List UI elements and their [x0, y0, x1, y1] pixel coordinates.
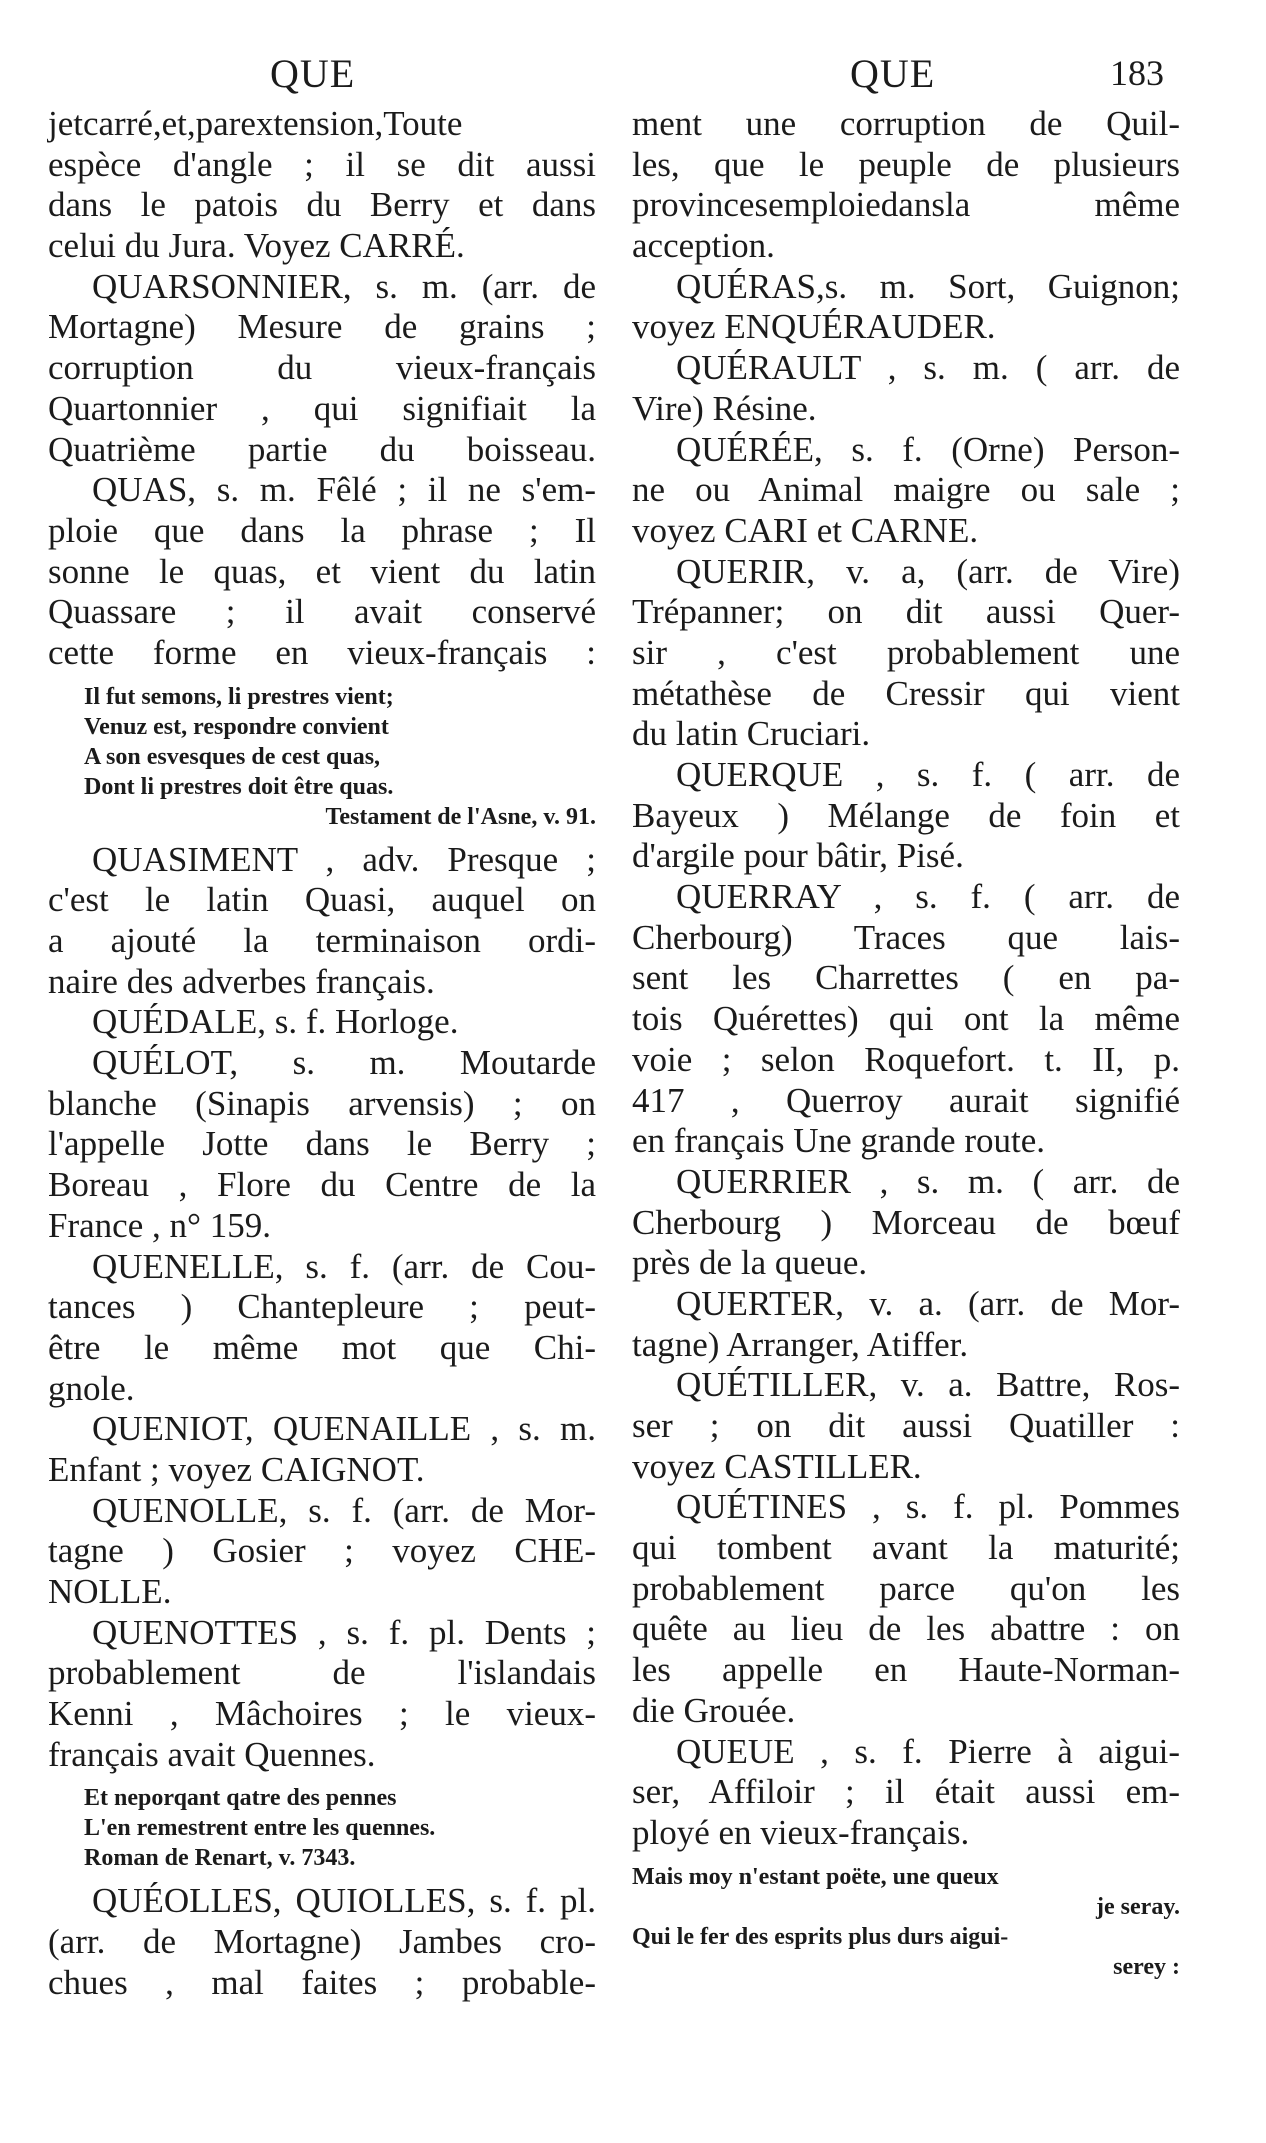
quotation-line: Il fut semons, li prestres vient; — [84, 683, 394, 710]
text-line: QUAS, s. m. Fêlé ; il ne s'em- — [92, 470, 596, 510]
left-column — [48, 104, 596, 2004]
text-line: Cherbourg) Traces que lais- — [632, 917, 1180, 957]
text-line: QUÉRAS,s. m. Sort, Guignon; — [676, 266, 1180, 306]
text-line: c'est le latin Quasi, auquel on — [48, 880, 596, 920]
text-line: QUÉRÉE, s. f. (Orne) Person- — [676, 429, 1180, 469]
text-line: QUERIR, v. a, (arr. de Vire) — [676, 551, 1180, 591]
quotation-line: Et neporqant qatre des pennes — [84, 1785, 397, 1812]
text-line: naire des adverbes français. — [48, 961, 435, 1001]
text-line: français avait Quennes. — [48, 1734, 376, 1774]
text-line: ne ou Animal maigre ou sale ; — [632, 470, 1180, 510]
text-line: les, que le peuple de plusieurs — [632, 144, 1180, 184]
text-line: Vire) Résine. — [632, 388, 817, 428]
text-line: les appelle en Haute-Norman- — [632, 1650, 1180, 1690]
text-line: QUARSONNIER, s. m. (arr. de — [92, 266, 596, 306]
text-line: acception. — [632, 226, 775, 266]
text-line: provincesemploiedansla même — [632, 185, 1180, 225]
text-line: Kenni , Mâchoires ; le vieux- — [48, 1694, 596, 1734]
quotation-line: Roman de Renart, v. 7343. — [84, 1845, 356, 1872]
quotation-line: L'en remestrent entre les quennes. — [84, 1815, 436, 1842]
quotation-line: serey : — [1113, 1953, 1180, 1980]
quotation-line: Venuz est, respondre convient — [84, 713, 389, 740]
text-line: QUERRAY , s. f. ( arr. de — [676, 877, 1180, 917]
text-line: QUERTER, v. a. (arr. de Mor- — [676, 1283, 1180, 1323]
text-line: métathèse de Cressir qui vient — [632, 673, 1180, 713]
page-number: 183 — [1110, 53, 1164, 93]
text-line: voyez CARI et CARNE. — [632, 510, 979, 550]
text-line: gnole. — [48, 1368, 135, 1408]
text-line: die Grouée. — [632, 1690, 796, 1730]
text-line: tagne ) Gosier ; voyez CHE- — [48, 1531, 596, 1571]
text-line: QUÉTILLER, v. a. Battre, Ros- — [676, 1365, 1180, 1405]
text-line: sir , c'est probablement une — [632, 632, 1180, 672]
right-column — [632, 104, 1180, 1982]
text-line: voie ; selon Roquefort. t. II, p. — [632, 1039, 1180, 1079]
text-line: QUENELLE, s. f. (arr. de Cou- — [92, 1246, 596, 1286]
text-line: probablement de l'islandais — [48, 1653, 596, 1693]
text-line: 417 , Querroy aurait signifié — [632, 1080, 1180, 1120]
text-line: blanche (Sinapis arvensis) ; on — [48, 1083, 596, 1123]
text-line: QUASIMENT , adv. Presque ; — [92, 839, 596, 879]
text-line: espèce d'angle ; il se dit aussi — [48, 144, 596, 184]
text-line: ployé en vieux-français. — [632, 1812, 970, 1852]
text-line: Boreau , Flore du Centre de la — [48, 1165, 596, 1205]
text-line: NOLLE. — [48, 1572, 172, 1611]
text-line: a ajouté la terminaison ordi- — [48, 921, 596, 960]
text-line: celui du Jura. Voyez CARRÉ. — [48, 226, 465, 266]
text-line: sonne le quas, et vient du latin — [48, 551, 596, 591]
text-line: QUÉRAULT , s. m. ( arr. de — [676, 348, 1180, 388]
text-line: voyez ENQUÉRAUDER. — [632, 307, 996, 347]
text-line: QUENOTTES , s. f. pl. Dents ; — [92, 1612, 596, 1652]
quotation-line: Dont li prestres doit être quas. — [84, 773, 394, 800]
text-line: être le même mot que Chi- — [48, 1327, 596, 1367]
text-line: chues , mal faites ; probable- — [48, 1962, 596, 2002]
running-head-right: QUE — [850, 51, 936, 96]
text-line: Cherbourg ) Morceau de bœuf — [632, 1202, 1180, 1242]
text-line: ser ; on dit aussi Quatiller : — [632, 1406, 1180, 1445]
text-line: tances ) Chantepleure ; peut- — [48, 1287, 596, 1327]
quotation-line: je seray. — [1096, 1893, 1180, 1920]
text-line: QUERQUE , s. f. ( arr. de — [676, 755, 1180, 794]
text-line: QUÉDALE, s. f. Horloge. — [92, 1002, 459, 1042]
text-line: dans le patois du Berry et dans — [48, 185, 596, 225]
text-line: QUENOLLE, s. f. (arr. de Mor- — [92, 1490, 596, 1530]
text-line: d'argile pour bâtir, Pisé. — [632, 836, 964, 876]
text-line: quête au lieu de les abattre : on — [632, 1609, 1180, 1649]
text-line: tagne) Arranger, Atiffer. — [632, 1324, 969, 1364]
text-line: QUÉTINES , s. f. pl. Pommes — [676, 1487, 1180, 1527]
text-line: Quassare ; il avait conservé — [48, 592, 596, 632]
text-line: corruption du vieux-français — [48, 348, 596, 388]
text-line: QUEUE , s. f. Pierre à aigui- — [676, 1731, 1180, 1771]
text-line: Quatrième partie du boisseau. — [48, 429, 596, 469]
text-line: France , n° 159. — [48, 1205, 271, 1245]
text-line: cette forme en vieux-français : — [48, 632, 596, 672]
running-head-left: QUE — [270, 51, 356, 96]
text-line: en français Une grande route. — [632, 1121, 1045, 1161]
text-line: Trépanner; on dit aussi Quer- — [632, 592, 1180, 632]
text-line: sent les Charrettes ( en pa- — [632, 958, 1180, 998]
quotation-line: Mais moy n'estant poëte, une queux — [632, 1863, 999, 1890]
text-line: jetcarré,et,parextension,Toute — [48, 104, 463, 143]
text-line: l'appelle Jotte dans le Berry ; — [48, 1124, 596, 1164]
text-line: QUÉLOT, s. m. Moutarde — [92, 1043, 596, 1083]
text-line: voyez CASTILLER. — [632, 1446, 922, 1486]
text-line: ment une corruption de Quil- — [632, 104, 1180, 143]
text-line: QUERRIER , s. m. ( arr. de — [676, 1161, 1180, 1201]
quotation-line: Testament de l'Asne, v. 91. — [325, 803, 596, 830]
text-line: ploie que dans la phrase ; Il — [48, 510, 596, 550]
text-line: Mortagne) Mesure de grains ; — [48, 307, 596, 347]
text-line: près de la queue. — [632, 1243, 868, 1283]
text-line: QUENIOT, QUENAILLE , s. m. — [92, 1409, 596, 1449]
text-line: du latin Cruciari. — [632, 714, 871, 754]
quotation-line: Qui le fer des esprits plus durs aigui- — [632, 1923, 1009, 1950]
text-line: Quartonnier , qui signifiait la — [48, 388, 596, 428]
text-line: tois Quérettes) qui ont la même — [632, 999, 1180, 1039]
text-line: Bayeux ) Mélange de foin et — [632, 795, 1180, 835]
text-line: (arr. de Mortagne) Jambes cro- — [48, 1922, 596, 1962]
text-line: probablement parce qu'on les — [632, 1568, 1180, 1608]
text-line: QUÉOLLES, QUIOLLES, s. f. pl. — [92, 1881, 596, 1921]
quotation-line: A son esvesques de cest quas, — [84, 743, 381, 770]
text-line: Enfant ; voyez CAIGNOT. — [48, 1449, 425, 1489]
text-line: qui tombent avant la maturité; — [632, 1528, 1180, 1568]
text-line: ser, Affiloir ; il était aussi em- — [632, 1772, 1180, 1812]
